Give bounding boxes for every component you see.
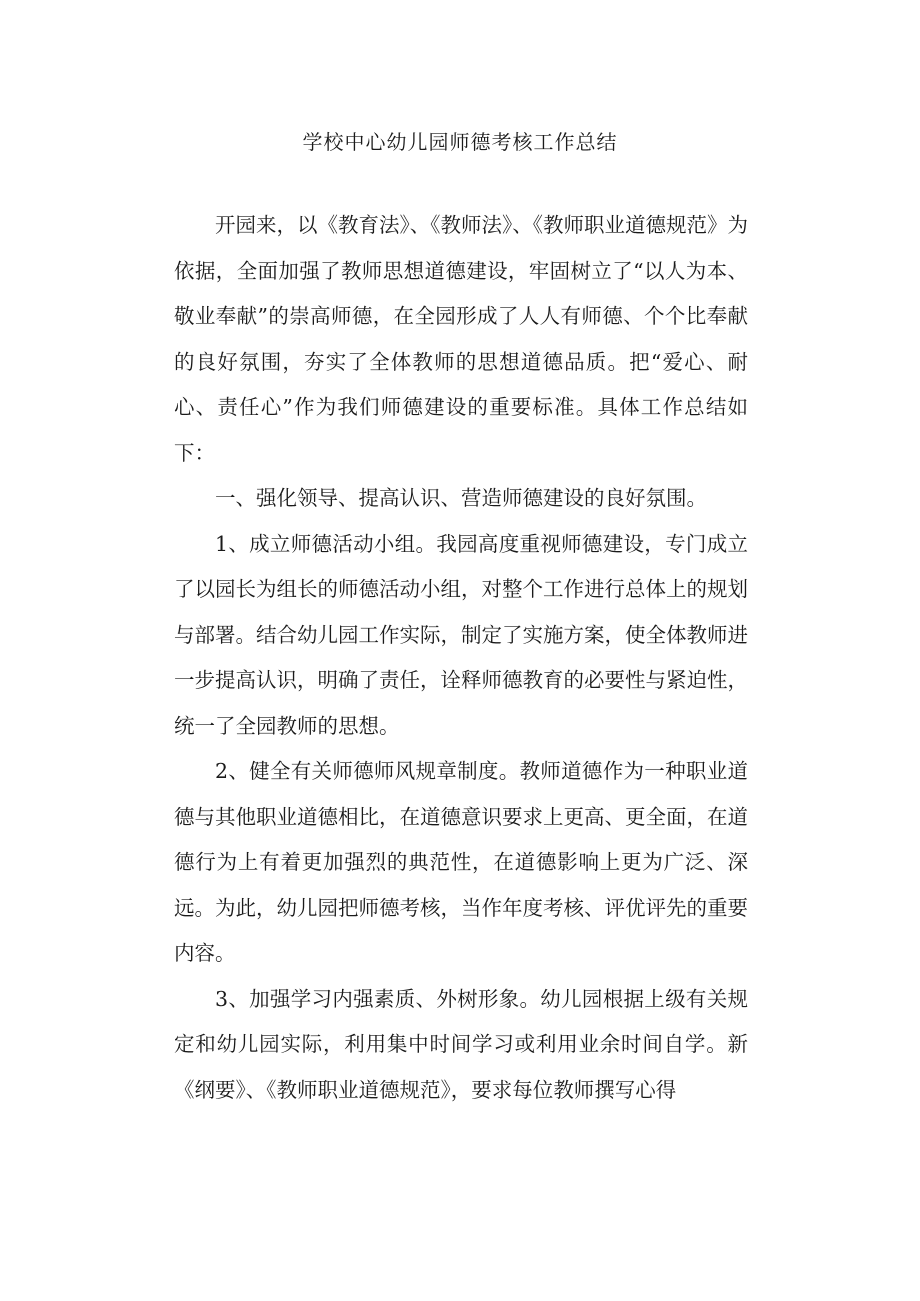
document-title: 学校中心幼儿园师德考核工作总结 (302, 130, 618, 154)
paragraph-item-1: 1、成立师德活动小组。我园高度重视师德建设，专门成立了以园长为组长的师德活动小组，对整个工作进行总体上的规划与部署。结合幼儿园工作实际，制定了实施方案，使全体教师进一步提高认识，明确了责任，诠释师德教育的必要性与紧迫性，统一了全园教师的思想。 (174, 531, 748, 738)
paragraph-section-heading: 一、强化领导、提高认识、营造师德建设的良好氛围。 (215, 486, 707, 510)
paragraph-intro: 开园来，以《教育法》、《教师法》、《教师职业道德规范》为依据，全面加强了教师思想道德建设，牢固树立了“以人为本、敬业奉献”的崇高师德，在全园形成了人人有师德、个个比奉献的良好氛围，夯实了全体教师的思想道德品质。把“爱心、耐心、责任心”作为我们师德建设的重要标准。具体工作总结如下： (174, 213, 748, 465)
paragraph-item-2: 2、健全有关师德师风规章制度。教师道德作为一种职业道德与其他职业道德相比，在道德意识要求上更高、更全面，在道德行为上有着更加强烈的典范性，在道德影响上更为广泛、深远。为此，幼儿园把师德考核，当作年度考核、评优评先的重要内容。 (174, 759, 748, 965)
document-body (174, 203, 748, 1113)
paragraph-item-3: 3、加强学习内强素质、外树形象。幼儿园根据上级有关规定和幼儿园实际，利用集中时间学习或利用业余时间自学。新《纲要》、《教师职业道德规范》，要求每位教师撰写心得 (174, 986, 748, 1102)
